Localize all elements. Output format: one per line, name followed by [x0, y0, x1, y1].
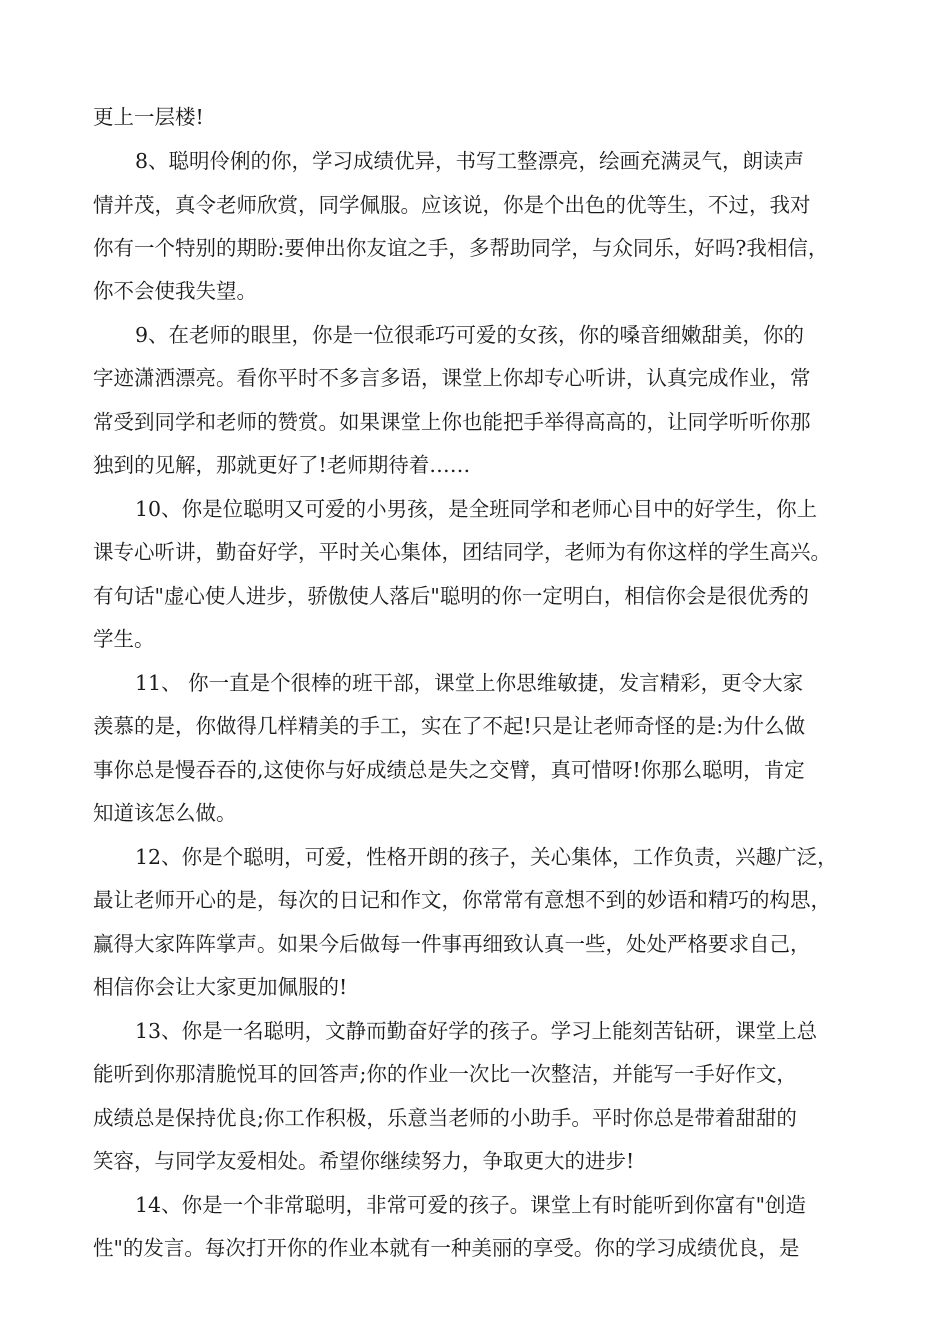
text-line: 你有一个特别的期盼:要伸出你友谊之手，多帮助同学，与众同乐，好吗?我相信， — [93, 236, 829, 260]
text-line: 10、你是位聪明又可爱的小男孩，是全班同学和老师心目中的好学生，你上 — [135, 497, 818, 521]
text-line: 性"的发言。每次打开你的作业本就有一种美丽的享受。你的学习成绩优良，是 — [93, 1236, 800, 1260]
text-line: 字迹潇洒漂亮。看你平时不多言多语，课堂上你却专心听讲，认真完成作业，常 — [93, 366, 811, 390]
text-line: 情并茂，真令老师欣赏，同学佩服。应该说，你是个出色的优等生，不过，我对 — [93, 193, 811, 217]
text-line: 12、你是个聪明，可爱，性格开朗的孩子，关心集体，工作负责，兴趣广泛， — [135, 845, 838, 869]
text-line: 笑容，与同学友爱相处。希望你继续努力，争取更大的进步! — [93, 1149, 635, 1173]
text-line: 最让老师开心的是，每次的日记和作文，你常常有意想不到的妙语和精巧的构思， — [93, 888, 831, 912]
text-line: 更上一层楼! — [93, 105, 204, 129]
text-line: 有句话"虚心使人进步，骄傲使人落后"聪明的你一定明白，相信你会是很优秀的 — [93, 584, 809, 608]
text-line: 8、聪明伶俐的你，学习成绩优异，书写工整漂亮，绘画充满灵气，朗读声 — [135, 149, 805, 173]
text-line: 11、 你一直是个很棒的班干部，课堂上你思维敏捷，发言精彩，更令大家 — [135, 671, 804, 695]
text-line: 学生。 — [93, 627, 155, 651]
text-line: 能听到你那清脆悦耳的回答声;你的作业一次比一次整洁，并能写一手好作文， — [93, 1062, 797, 1086]
text-line: 赢得大家阵阵掌声。如果今后做每一件事再细致认真一些，处处严格要求自己， — [93, 932, 811, 956]
text-line: 知道该怎么做。 — [93, 801, 237, 825]
text-line: 羡慕的是，你做得几样精美的手工，实在了不起!只是让老师奇怪的是:为什么做 — [93, 714, 806, 738]
text-line: 13、你是一名聪明，文静而勤奋好学的孩子。学习上能刻苦钻研，课堂上总 — [135, 1019, 818, 1043]
text-line: 独到的见解，那就更好了!老师期待着…… — [93, 453, 471, 477]
text-line: 课专心听讲，勤奋好学，平时关心集体，团结同学，老师为有你这样的学生高兴。 — [93, 540, 831, 564]
text-line: 常受到同学和老师的赞赏。如果课堂上你也能把手举得高高的，让同学听听你那 — [93, 410, 811, 434]
text-line: 相信你会让大家更加佩服的! — [93, 975, 348, 999]
text-line: 14、你是一个非常聪明，非常可爱的孩子。课堂上有时能听到你富有"创造 — [135, 1193, 807, 1217]
text-line: 9、在老师的眼里，你是一位很乖巧可爱的女孩，你的嗓音细嫩甜美，你的 — [135, 323, 805, 347]
text-line: 你不会使我失望。 — [93, 279, 257, 303]
text-line: 成绩总是保持优良;你工作积极，乐意当老师的小助手。平时你总是带着甜甜的 — [93, 1106, 797, 1130]
text-line: 事你总是慢吞吞的,这使你与好成绩总是失之交臂，真可惜呀!你那么聪明，肯定 — [93, 758, 805, 782]
